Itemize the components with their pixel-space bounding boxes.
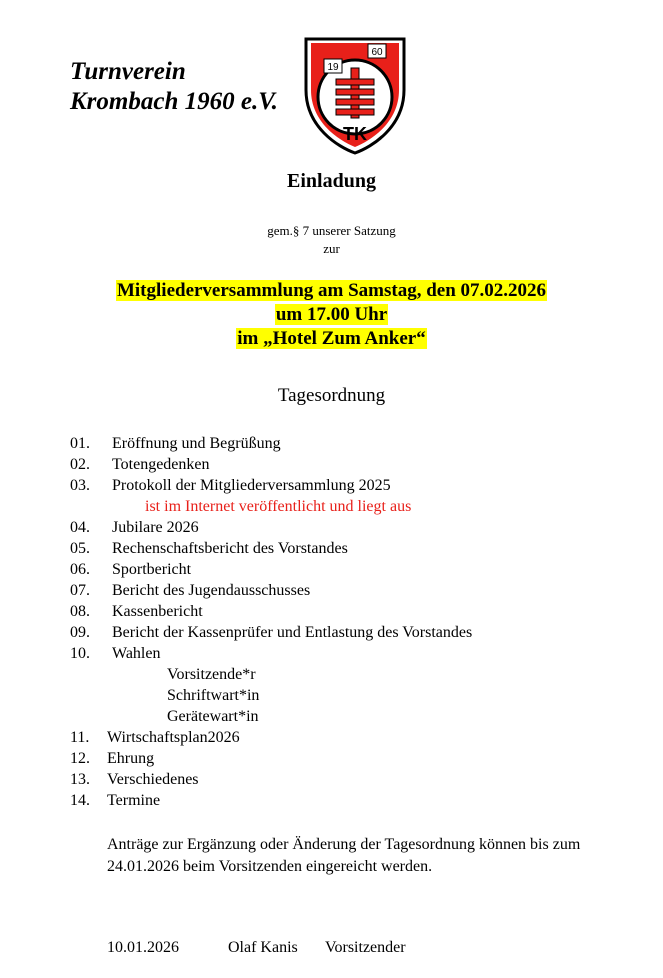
document-heading: Einladung	[287, 170, 376, 192]
agenda-number: 07.	[70, 582, 90, 599]
meeting-line3	[0, 327, 663, 350]
footer-signatory-name: Olaf Kanis	[228, 939, 298, 956]
agenda-text: Bericht des Jugendausschusses	[112, 582, 311, 599]
subtitle-satzung: gem.§ 7 unserer Satzung	[267, 223, 396, 238]
agenda-number: 03.	[70, 477, 90, 494]
agenda-number: 12.	[70, 750, 90, 767]
turner-cross-crest-icon	[306, 39, 404, 153]
footer-signatory-role: Vorsitzender	[325, 939, 406, 956]
agenda-number: 06.	[70, 561, 90, 578]
agenda-subitem-text: Vorsitzende*r	[167, 666, 256, 683]
club-name-line1: Turnverein	[70, 58, 186, 85]
logo-year-right: 60	[371, 47, 383, 58]
agenda-text: Ehrung	[107, 750, 155, 767]
agenda-number: 05.	[70, 540, 90, 557]
agenda-text: Wahlen	[112, 645, 161, 662]
agenda-title: Tagesordnung	[277, 385, 386, 406]
subtitle-zur: zur	[323, 241, 340, 256]
agenda-number: 10.	[70, 645, 90, 662]
agenda-number: 09.	[70, 624, 90, 641]
agenda-text: Rechenschaftsbericht des Vorstandes	[112, 540, 348, 557]
agenda-text: Verschiedenes	[107, 771, 199, 788]
agenda-text: Protokoll der Mitgliederversammlung 2025	[112, 477, 391, 494]
meeting-time: um 17.00 Uhr	[275, 304, 388, 325]
agenda-text: Kassenbericht	[112, 603, 203, 620]
motion-deadline-paragraph: Anträge zur Ergänzung oder Änderung der Tagesordnung können bis zum 24.01.2026 beim Vorsitzenden eingereicht werden.	[107, 836, 581, 875]
agenda-text: Eröffnung und Begrüßung	[112, 435, 281, 452]
agenda-subitem-text: Schriftwart*in	[167, 687, 260, 704]
agenda-subitem-text: Gerätewart*in	[167, 708, 259, 725]
meeting-line2	[0, 303, 663, 326]
agenda-number: 13.	[70, 771, 90, 788]
agenda-number: 08.	[70, 603, 90, 620]
meeting-title: Mitgliederversammlung am Samstag, den 07.02.2026	[116, 280, 547, 301]
agenda-text: Totengedenken	[112, 456, 210, 473]
logo-year-left: 19	[327, 62, 339, 73]
agenda-text: Wirtschaftsplan2026	[107, 729, 240, 746]
club-logo	[300, 35, 410, 155]
agenda-text: Termine	[107, 792, 161, 809]
footer-date: 10.01.2026	[107, 939, 179, 956]
agenda-text: Bericht der Kassenprüfer und Entlastung des Vorstandes	[112, 624, 473, 641]
agenda-number: 01.	[70, 435, 90, 452]
logo-letters: TK	[343, 124, 367, 144]
agenda-number: 04.	[70, 519, 90, 536]
agenda-note-text: ist im Internet veröffentlicht und liegt aus	[145, 498, 412, 515]
club-name-line2: Krombach 1960 e.V.	[70, 88, 278, 115]
agenda-number: 02.	[70, 456, 90, 473]
meeting-line1	[0, 279, 663, 302]
meeting-location: im „Hotel Zum Anker“	[237, 328, 426, 349]
agenda-number: 11.	[70, 729, 90, 746]
agenda-text: Jubilare 2026	[112, 519, 199, 536]
agenda-number: 14.	[70, 792, 90, 809]
agenda-text: Sportbericht	[112, 561, 192, 578]
club-name	[70, 57, 278, 117]
